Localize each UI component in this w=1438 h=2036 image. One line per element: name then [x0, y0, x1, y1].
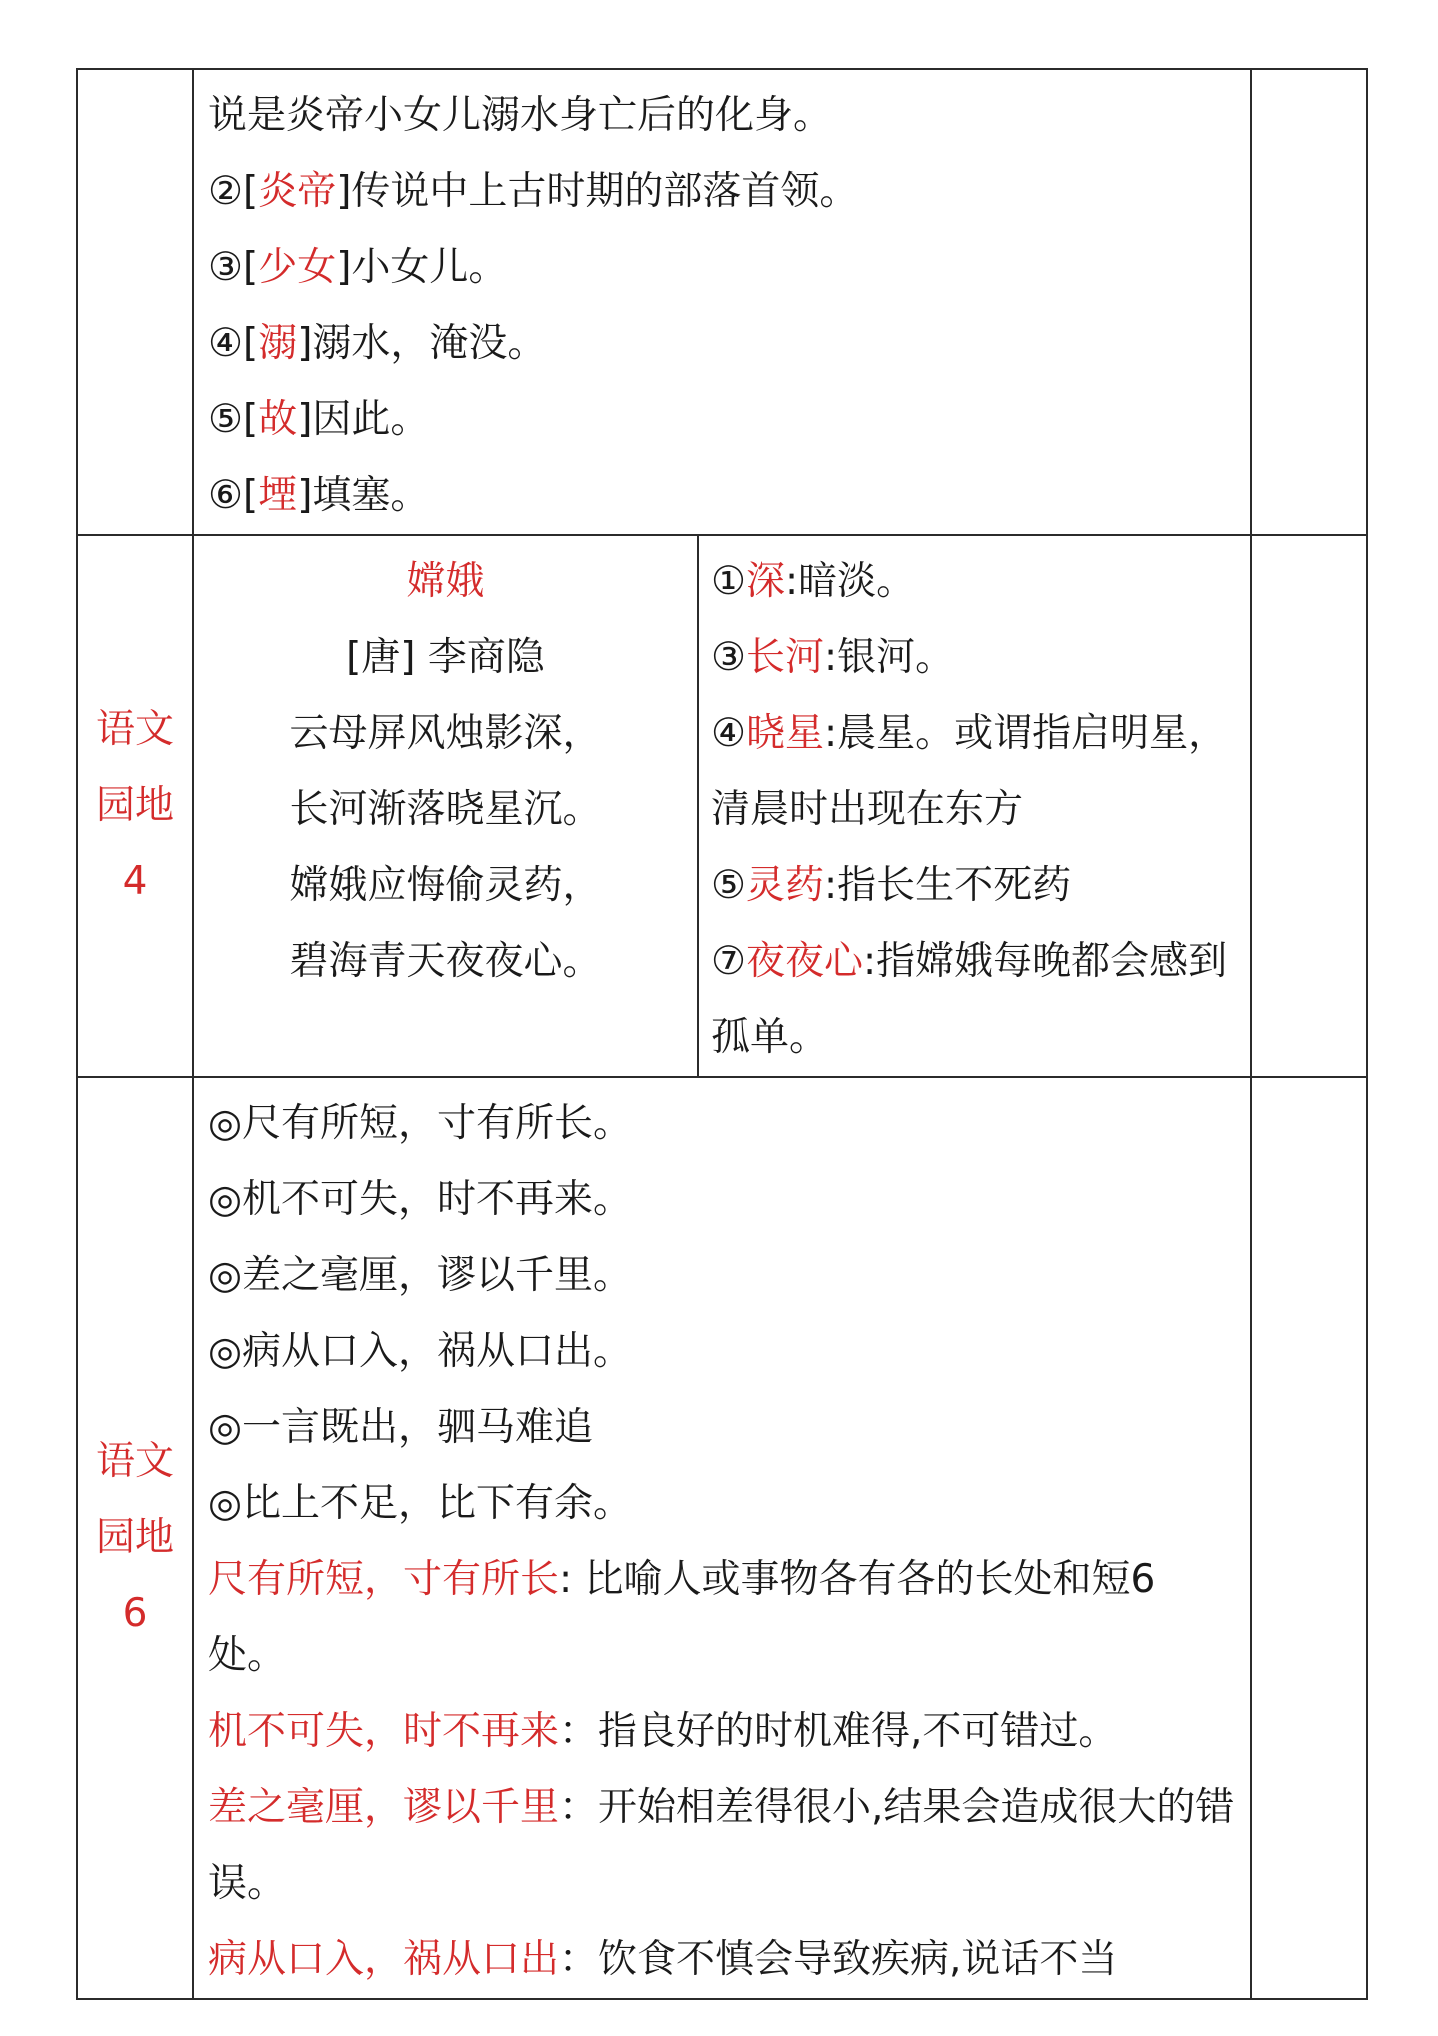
- note-term: 长河: [745, 635, 824, 680]
- note-term: 堙: [258, 473, 298, 518]
- note-term: 深: [745, 559, 785, 604]
- note-term: 晓星: [745, 711, 824, 756]
- note-term: 溺: [258, 321, 298, 366]
- saying-line: ◎尺有所短，寸有所长。: [208, 1101, 633, 1146]
- extra-cell: [1251, 1077, 1367, 1999]
- note-line: 说是炎帝小女儿溺水身亡后的化身。: [208, 93, 833, 138]
- note-term: 炎帝: [258, 169, 337, 214]
- row-label-cell: [77, 69, 193, 535]
- poem-line: 嫦娥应悔偷灵药，: [289, 863, 602, 908]
- note-line: ④[溺]溺水，淹没。: [208, 321, 547, 366]
- poem-line: 碧海青天夜夜心。: [289, 939, 602, 984]
- poem-author: [唐] 李商隐: [346, 635, 545, 680]
- explanation-term: 病从口入，祸从口出: [208, 1937, 560, 1982]
- note-line: ④晓星:晨星。或谓指启明星，清晨时出现在东方: [711, 711, 1228, 832]
- extra-cell: [1251, 535, 1367, 1077]
- saying-line: ◎病从口入，祸从口出。: [208, 1329, 633, 1374]
- poem-line: 长河渐落晓星沉。: [289, 787, 602, 832]
- content-table: [76, 68, 1368, 2000]
- table-row: [77, 69, 1367, 535]
- sayings-cell: [193, 1077, 1251, 1999]
- saying-line: ◎机不可失，时不再来。: [208, 1177, 633, 1222]
- note-line: ③长河:银河。: [711, 635, 955, 680]
- note-term: 少女: [258, 245, 337, 290]
- table-row: [77, 1077, 1367, 1999]
- section-label: 语文 园地 6: [77, 1077, 193, 1999]
- note-line: ⑤灵药:指长生不死药: [711, 863, 1072, 908]
- poem-title: 嫦娥: [406, 559, 485, 604]
- extra-cell: [1251, 69, 1367, 535]
- note-line: ⑤[故]因此。: [208, 397, 430, 442]
- note-line: ①深:暗淡。: [711, 559, 916, 604]
- saying-line: ◎比上不足，比下有余。: [208, 1481, 633, 1526]
- note-line: ③[少女]小女儿。: [208, 245, 508, 290]
- explanation-line: 差之毫厘，谬以千里：开始相差得很小,结果会造成很大的错误。: [208, 1785, 1235, 1906]
- notes-cell: [193, 69, 1251, 535]
- note-term: 灵药: [745, 863, 824, 908]
- saying-line: ◎一言既出，驷马难追: [208, 1405, 594, 1450]
- section-label: 语文 园地 4: [77, 535, 193, 1077]
- table-row: [77, 535, 1367, 1077]
- note-line: ⑥[堙]填塞。: [208, 473, 430, 518]
- note-term: 故: [258, 397, 298, 442]
- explanation-line: 尺有所短，寸有所长: 比喻人或事物各有各的长处和短6 处。: [208, 1557, 1156, 1678]
- note-term: 夜夜心: [745, 939, 863, 984]
- explanation-line: 病从口入，祸从口出：饮食不慎会导致疾病,说话不当: [208, 1937, 1118, 1982]
- explanation-term: 机不可失，时不再来: [208, 1709, 560, 1754]
- saying-line: ◎差之毫厘，谬以千里。: [208, 1253, 633, 1298]
- poem-line: 云母屏风烛影深，: [289, 711, 602, 756]
- poem-cell: [193, 535, 698, 1077]
- explanation-line: 机不可失，时不再来：指良好的时机难得,不可错过。: [208, 1709, 1118, 1754]
- explanation-term: 尺有所短，寸有所长: [208, 1557, 560, 1602]
- explanation-term: 差之毫厘，谬以千里: [208, 1785, 560, 1830]
- note-line: ⑦夜夜心:指嫦娥每晚都会感到孤单。: [711, 939, 1228, 1060]
- poem-notes-cell: [698, 535, 1251, 1077]
- note-line: ②[炎帝]传说中上古时期的部落首领。: [208, 169, 859, 214]
